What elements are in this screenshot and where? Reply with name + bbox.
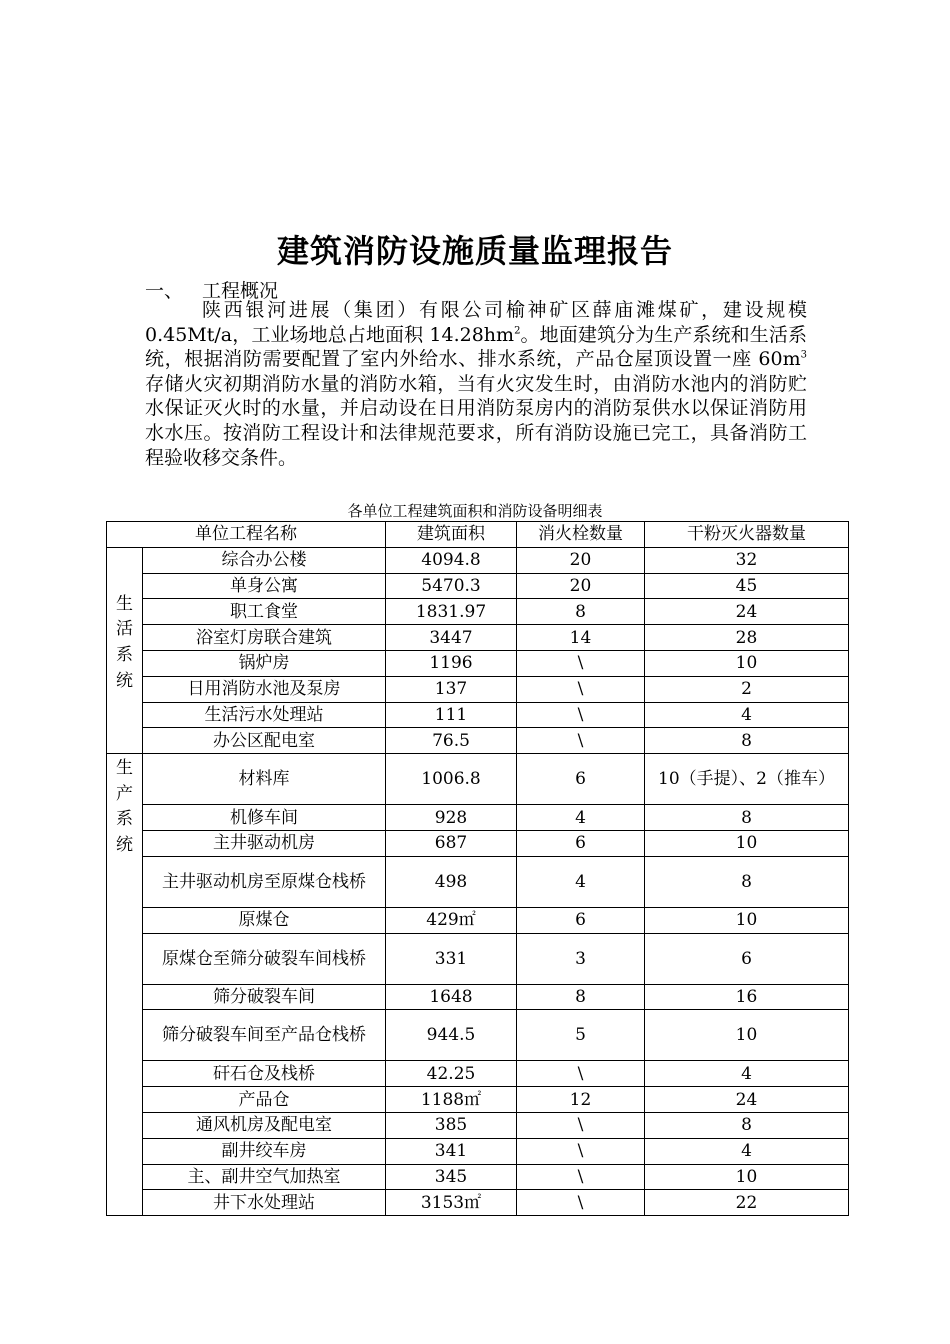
- cell-extinguisher-count: 45: [645, 573, 849, 599]
- cell-area: 331: [386, 933, 517, 984]
- cell-extinguisher-count: 2: [645, 676, 849, 702]
- table-row: [107, 1190, 849, 1216]
- table-row: [107, 573, 849, 599]
- table-row: [107, 805, 849, 831]
- table-row: [107, 599, 849, 625]
- cell-extinguisher-count: 10: [645, 907, 849, 933]
- cell-hydrant-count: 5: [517, 1010, 645, 1061]
- cell-unit-name: 产品仓: [143, 1087, 386, 1113]
- cell-unit-name: 原煤仓: [143, 907, 386, 933]
- cell-extinguisher-count: 24: [645, 1087, 849, 1113]
- cell-extinguisher-count: 10: [645, 830, 849, 856]
- group-label-char: 产: [116, 783, 133, 804]
- cell-area: 1648: [386, 984, 517, 1010]
- table-row: [107, 1112, 849, 1138]
- cell-hydrant-count: 8: [517, 599, 645, 625]
- cell-hydrant-count: 3: [517, 933, 645, 984]
- cell-unit-name: 主井驱动机房: [143, 830, 386, 856]
- cell-area: 498: [386, 856, 517, 907]
- cell-extinguisher-count: 4: [645, 702, 849, 728]
- section-title: 工程概况: [202, 280, 279, 302]
- cell-area: 1196: [386, 650, 517, 676]
- cell-unit-name: 生活污水处理站: [143, 702, 386, 728]
- group-label-char: 统: [116, 834, 133, 855]
- cell-hydrant-count: \: [517, 728, 645, 754]
- cell-area: 1006.8: [386, 754, 517, 805]
- group-label-char: 统: [116, 670, 133, 691]
- cell-area: 137: [386, 676, 517, 702]
- table-row: [107, 650, 849, 676]
- group-label-char: 活: [116, 619, 133, 640]
- group-label-char: 系: [116, 809, 133, 830]
- group-label: [107, 754, 143, 1216]
- cell-area: 111: [386, 702, 517, 728]
- group-label-char: 系: [116, 644, 133, 665]
- cell-extinguisher-count: 24: [645, 599, 849, 625]
- cell-hydrant-count: \: [517, 650, 645, 676]
- cell-extinguisher-count: 22: [645, 1190, 849, 1216]
- table-row: [107, 984, 849, 1010]
- paragraph-text-1: 陕西银河进展（集团）有限公司榆神矿区薛庙滩煤矿，建设规模 0.45Mt/a，工业场地总占地面积 14.28hm: [145, 299, 807, 346]
- document-title: 建筑消防设施质量监理报告: [276, 232, 673, 270]
- cell-extinguisher-count: 10: [645, 1164, 849, 1190]
- cell-unit-name: 主、副井空气加热室: [143, 1164, 386, 1190]
- cell-hydrant-count: \: [517, 1061, 645, 1087]
- cell-area: 4094.8: [386, 547, 517, 573]
- table-row: [107, 702, 849, 728]
- cell-extinguisher-count: 10（手提）、2（推车）: [645, 754, 849, 805]
- cell-unit-name: 筛分破裂车间: [143, 984, 386, 1010]
- cell-area: 42.25: [386, 1061, 517, 1087]
- table-row: [107, 1010, 849, 1061]
- cell-area: 3447: [386, 625, 517, 651]
- cell-extinguisher-count: 4: [645, 1138, 849, 1164]
- cell-unit-name: 浴室灯房联合建筑: [143, 625, 386, 651]
- group-label-char: 生: [116, 593, 133, 614]
- table-row: [107, 754, 849, 805]
- superscript-2: 2: [514, 325, 521, 337]
- table-row: [107, 830, 849, 856]
- cell-unit-name: 锅炉房: [143, 650, 386, 676]
- cell-unit-name: 日用消防水池及泵房: [143, 676, 386, 702]
- cell-unit-name: 主井驱动机房至原煤仓栈桥: [143, 856, 386, 907]
- cell-extinguisher-count: 4: [645, 1061, 849, 1087]
- cell-extinguisher-count: 8: [645, 1112, 849, 1138]
- cell-unit-name: 井下水处理站: [143, 1190, 386, 1216]
- cell-hydrant-count: 6: [517, 754, 645, 805]
- header-unit-name: 单位工程名称: [107, 522, 386, 548]
- cell-area: 5470.3: [386, 573, 517, 599]
- table-row: [107, 1138, 849, 1164]
- cell-area: 3153㎡: [386, 1190, 517, 1216]
- cell-unit-name: 通风机房及配电室: [143, 1112, 386, 1138]
- superscript-3: 3: [800, 349, 807, 361]
- table-row: [107, 728, 849, 754]
- cell-extinguisher-count: 28: [645, 625, 849, 651]
- cell-area: 1831.97: [386, 599, 517, 625]
- cell-extinguisher-count: 8: [645, 728, 849, 754]
- cell-extinguisher-count: 6: [645, 933, 849, 984]
- overview-paragraph: [145, 298, 807, 470]
- table-row: [107, 547, 849, 573]
- cell-extinguisher-count: 32: [645, 547, 849, 573]
- cell-unit-name: 副井绞车房: [143, 1138, 386, 1164]
- cell-hydrant-count: \: [517, 702, 645, 728]
- cell-area: 1188㎡: [386, 1087, 517, 1113]
- cell-area: 429㎡: [386, 907, 517, 933]
- cell-extinguisher-count: 8: [645, 856, 849, 907]
- cell-hydrant-count: 12: [517, 1087, 645, 1113]
- table-body: [107, 522, 849, 1216]
- table-row: [107, 625, 849, 651]
- cell-unit-name: 筛分破裂车间至产品仓栈桥: [143, 1010, 386, 1061]
- cell-hydrant-count: 8: [517, 984, 645, 1010]
- cell-area: 345: [386, 1164, 517, 1190]
- table-row: [107, 676, 849, 702]
- cell-hydrant-count: 6: [517, 830, 645, 856]
- cell-hydrant-count: 4: [517, 856, 645, 907]
- cell-unit-name: 办公区配电室: [143, 728, 386, 754]
- section-number: 一、: [145, 280, 184, 302]
- cell-unit-name: 职工食堂: [143, 599, 386, 625]
- cell-hydrant-count: \: [517, 1138, 645, 1164]
- table-row: [107, 856, 849, 907]
- cell-hydrant-count: 20: [517, 547, 645, 573]
- paragraph-text-2: 。地面建筑分为生产系统和生活系统，根据消防需要配置了室内外给水、排水系统，产品仓屋顶设置一座 60m: [145, 323, 807, 371]
- equipment-table: [106, 521, 849, 1216]
- cell-area: 341: [386, 1138, 517, 1164]
- cell-extinguisher-count: 10: [645, 650, 849, 676]
- table-row: [107, 1087, 849, 1113]
- cell-hydrant-count: 20: [517, 573, 645, 599]
- table-row: [107, 933, 849, 984]
- cell-hydrant-count: \: [517, 1164, 645, 1190]
- header-extinguisher-count: 干粉灭火器数量: [645, 522, 849, 548]
- cell-hydrant-count: 14: [517, 625, 645, 651]
- cell-hydrant-count: 4: [517, 805, 645, 831]
- cell-extinguisher-count: 10: [645, 1010, 849, 1061]
- cell-unit-name: 矸石仓及栈桥: [143, 1061, 386, 1087]
- cell-hydrant-count: \: [517, 1190, 645, 1216]
- cell-area: 944.5: [386, 1010, 517, 1061]
- group-label-char: 生: [116, 758, 133, 779]
- cell-unit-name: 材料库: [143, 754, 386, 805]
- header-area: 建筑面积: [386, 522, 517, 548]
- cell-area: 76.5: [386, 728, 517, 754]
- header-hydrant-count: 消火栓数量: [517, 522, 645, 548]
- table-row: [107, 1061, 849, 1087]
- cell-hydrant-count: 6: [517, 907, 645, 933]
- table-row: [107, 907, 849, 933]
- cell-hydrant-count: \: [517, 676, 645, 702]
- cell-area: 385: [386, 1112, 517, 1138]
- cell-extinguisher-count: 16: [645, 984, 849, 1010]
- table-header-row: [107, 522, 849, 548]
- cell-area: 687: [386, 830, 517, 856]
- paragraph-text-3: 存储火灾初期消防水量的消防水箱，当有火灾发生时，由消防水池内的消防贮水保证灭火时的水量，并启动设在日用消防泵房内的消防泵供水以保证消防用水水压。按消防工程设计和法律规范要求，所有消防设施已完工，具备消防工程验收移交条件。: [145, 372, 807, 469]
- cell-hydrant-count: \: [517, 1112, 645, 1138]
- cell-unit-name: 原煤仓至筛分破裂车间栈桥: [143, 933, 386, 984]
- cell-unit-name: 综合办公楼: [143, 547, 386, 573]
- table-caption: 各单位工程建筑面积和消防设备明细表: [347, 502, 603, 520]
- cell-extinguisher-count: 8: [645, 805, 849, 831]
- cell-unit-name: 机修车间: [143, 805, 386, 831]
- cell-area: 928: [386, 805, 517, 831]
- table-row: [107, 1164, 849, 1190]
- cell-unit-name: 单身公寓: [143, 573, 386, 599]
- group-label: [107, 547, 143, 753]
